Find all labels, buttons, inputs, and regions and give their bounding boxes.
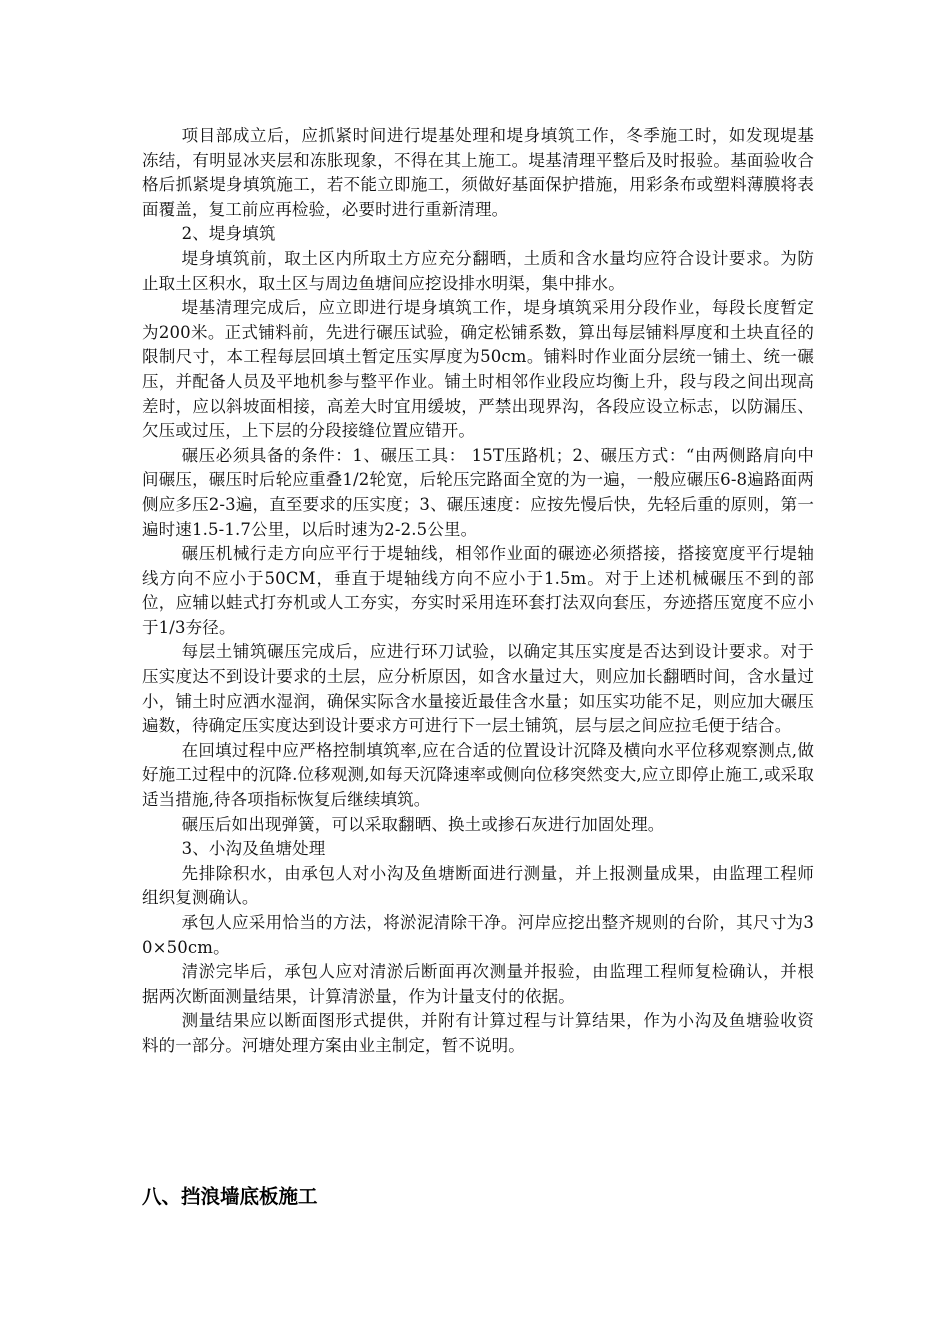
paragraph-survey-results: 测量结果应以断面图形式提供，并附有计算过程与计算结果，作为小沟及鱼塘验收资料的一部分。河塘处理方案由业主制定，暂不说明。	[142, 1011, 814, 1055]
paragraph-post-dredging-survey: 清淤完毕后，承包人应对清淤后断面再次测量并报验，由监理工程师复检确认，并根据两次断面测量结果，计算清淤量，作为计量支付的依据。	[142, 962, 814, 1006]
body-text	[142, 124, 814, 1059]
paragraph-borrow-area: 堤身填筑前，取土区内所取土方应充分翻晒，土质和含水量均应符合设计要求。为防止取土区积水，取土区与周边鱼塘间应挖设排水明渠，集中排水。	[142, 248, 814, 293]
paragraph-silt-removal: 承包人应采用恰当的方法，将淤泥清除干净。河岸应挖出整齐规则的台阶，其尺寸为30×50cm。	[142, 913, 814, 957]
paragraph-rubber-soil-treatment: 碾压后如出现弹簧，可以采取翻晒、换土或掺石灰进行加固处理。	[181, 814, 665, 834]
section-title: 八、挡浪墙底板施工	[142, 1185, 318, 1208]
paragraph-filling-procedure: 堤基清理完成后，应立即进行堤身填筑工作，堤身填筑采用分段作业，每段长度暂定为200米。正式铺料前，先进行碾压试验，确定松铺系数，算出每层铺料厚度和土块直径的限制尺寸，本工程每层回填土暂定压实厚度为50cm。铺料时作业面分层统一铺土、统一碾压，并配备人员及平地机参与整平作业。铺土时相邻作业段应均衡上升，段与段之间出现高差时，应以斜坡面相接，高差大时宜用缓坡，严禁出现界沟，各段应设立标志，以防漏压、欠压或过压，上下层的分段接缝位置应错开。	[142, 298, 814, 441]
paragraph-drainage-survey: 先排除积水，由承包人对小沟及鱼塘断面进行测量，并上报测量成果，由监理工程师组织复测确认。	[142, 863, 814, 908]
subheading-embankment-filling: 2、堤身填筑	[181, 224, 276, 244]
paragraph-embankment-base: 项目部成立后，应抓紧时间进行堤基处理和堤身填筑工作，冬季施工时，如发现堤基冻结，有明显冰夹层和冻胀现象，不得在其上施工。堤基清理平整后及时报验。基面验收合格后抓紧堤身填筑施工，若不能立即施工，须做好基面保护措施，用彩条布或塑料薄膜将表面覆盖，复工前应再检验，必要时进行重新清理。	[142, 126, 814, 219]
paragraph-settlement-observation: 在回填过程中应严格控制填筑率,应在合适的位置设计沉降及横向水平位移观察测点,做好施工过程中的沉降.位移观测,如每天沉降速率或侧向位移突然变大,应立即停止施工,或采取适当措施,待各项指标恢复后继续填筑。	[142, 740, 814, 810]
paragraph-compaction-direction: 碾压机械行走方向应平行于堤轴线，相邻作业面的碾迹必须搭接，搭接宽度平行堤轴线方向不应小于50CM，垂直于堤轴线方向不应小于1.5m。对于上述机械碾压不到的部位，应辅以蛙式打夯机或人工夯实，夯实时采用连环套打法双向套压，夯迹搭压宽度不应小于1/3夯径。	[142, 544, 814, 637]
subheading-ditch-pond-treatment: 3、小沟及鱼塘处理	[181, 839, 326, 859]
paragraph-ring-knife-test: 每层土铺筑碾压完成后，应进行环刀试验，以确定其压实度是否达到设计要求。对于压实度达不到设计要求的土层，应分析原因，如含水量过大，则应加长翻晒时间，含水量过小，铺土时应洒水湿润，确保实际含水量接近最佳含水量；如压实功能不足，则应加大碾压遍数，待确定压实度达到设计要求方可进行下一层土铺筑，层与层之间应拉毛便于结合。	[142, 642, 814, 736]
paragraph-compaction-conditions: 碾压必须具备的条件：1、碾压工具： 15T压路机；2、碾压方式：“由两侧路肩向中间碾压，碾压时后轮应重叠1/2轮宽，后轮压完路面全宽的为一遍，一般应碾压6-8遍路面两侧应多压2-3遍，直至要求的压实度；3、碾压速度：应按先慢后快，先轻后重的原则，第一遍时速1.5-1.7公里，以后时速为2-2.5公里。	[142, 445, 814, 539]
